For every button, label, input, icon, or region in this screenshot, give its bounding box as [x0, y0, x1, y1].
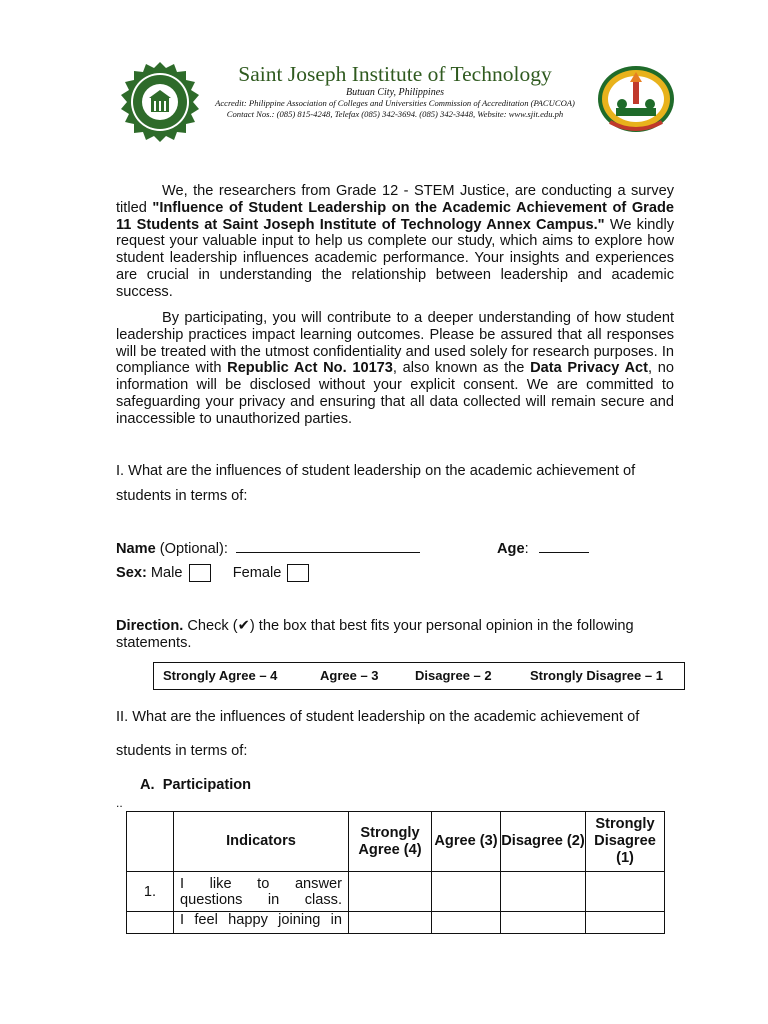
question-1-line-2: students in terms of: [116, 488, 248, 504]
name-label: Name [116, 541, 156, 557]
strongly-agree-header: Strongly Agree (4) [349, 812, 432, 872]
direction-text [116, 618, 674, 652]
table-header-row [127, 812, 665, 872]
rating-cell-strongly-agree[interactable] [349, 872, 432, 912]
male-checkbox[interactable] [189, 564, 211, 582]
name-optional-label: (Optional): [155, 541, 228, 557]
rating-cell-disagree[interactable] [501, 912, 586, 934]
scale-strongly-disagree: Strongly Disagree – 1 [530, 668, 663, 683]
rating-cell-strongly-agree[interactable] [349, 912, 432, 934]
male-label: Male [150, 564, 183, 581]
indicator-cell [174, 912, 349, 934]
female-label: Female [232, 564, 282, 581]
contact-line: Contact Nos.: (085) 815-4248, Telefax (085) 342-3694. (085) 342-3448, Website: www.sjit.edu.ph [226, 109, 564, 119]
school-seal-left [120, 62, 200, 142]
intro-text: We kindly request your valuable input to help us complete our study, which aims to explore how student leadership influences academic performance. Your insights and experiences are crucial in understanding the relationship between leadership and academic success. [116, 216, 674, 300]
participation-table [126, 811, 665, 934]
intro-text: , also known as the [392, 360, 531, 377]
female-checkbox[interactable] [287, 564, 309, 582]
rating-cell-strongly-disagree[interactable] [586, 912, 665, 934]
number-header [127, 812, 174, 872]
school-name: Saint Joseph Institute of Technology [238, 62, 552, 86]
rating-cell-agree[interactable] [432, 912, 501, 934]
act-reference: Data Privacy Act [530, 360, 649, 377]
rating-scale-legend [153, 662, 685, 690]
intro-paragraph-1 [116, 183, 674, 301]
question-2-line-1: II. What are the influences of student leadership on the academic achievement of [116, 709, 640, 725]
intro-text: We, the researchers from Grade 12 - STEM Justice, are conducting a survey titled [116, 183, 674, 216]
scale-disagree: Disagree – 2 [415, 668, 492, 683]
accreditation-line: Accredit: Philippine Association of Colleges and Universities Commission of Accreditation (PACUCOA) [215, 98, 575, 108]
name-input-line[interactable] [236, 538, 420, 553]
table-row [127, 872, 665, 912]
rating-cell-disagree[interactable] [501, 872, 586, 912]
school-seal-right [596, 64, 676, 134]
stray-mark: .. [116, 796, 123, 810]
scale-agree: Agree – 3 [320, 668, 379, 683]
question-1-line-1: I. What are the influences of student leadership on the academic achievement of [116, 463, 636, 479]
rating-cell-strongly-disagree[interactable] [586, 872, 665, 912]
direction-label: Direction. [116, 618, 184, 634]
section-letter: A. [140, 777, 155, 793]
indicators-header: Indicators [174, 812, 349, 872]
table-row [127, 912, 665, 934]
survey-title: "Influence of Student Leadership on the Academic Achievement of Grade 11 Students at Saint Joseph Institute of Technology Annex Campus." [116, 199, 674, 233]
law-reference: Republic Act No. 10173 [227, 360, 393, 377]
school-city: Butuan City, Philippines [345, 87, 445, 98]
age-field-row [497, 538, 617, 557]
sex-field-row [116, 564, 686, 582]
section-heading [140, 777, 710, 793]
indicator-text: I like to answer questions in class. [180, 875, 342, 908]
disagree-header: Disagree (2) [501, 812, 586, 872]
strongly-disagree-header: Strongly Disagree (1) [586, 812, 665, 872]
row-number: 1. [127, 872, 174, 912]
age-colon: : [524, 541, 529, 557]
age-label: Age [497, 541, 525, 557]
scale-strongly-agree: Strongly Agree – 4 [163, 668, 278, 683]
question-2-line-2: students in terms of: [116, 743, 248, 759]
row-number [127, 912, 174, 934]
intro-paragraph-2 [116, 310, 674, 428]
indicator-text: I feel happy joining in [180, 912, 342, 928]
sex-label: Sex: [116, 564, 147, 581]
agree-header: Agree (3) [432, 812, 501, 872]
intro-text: By participating, you will contribute to a deeper understanding of how student leadership practices impact learning outcomes. Please be assured that all responses will be treated with the utmost confidentiality and used solely for research purposes. In compliance with [116, 310, 674, 377]
indicator-cell [174, 872, 349, 912]
direction-body: Check (✔) the box that best fits your personal opinion in the following statements. [116, 618, 634, 651]
age-input-line[interactable] [539, 538, 589, 553]
rating-cell-agree[interactable] [432, 872, 501, 912]
section-title: Participation [162, 777, 252, 793]
intro-text: , no information will be disclosed without your explicit consent. We are committed to safeguarding your privacy and ensuring that all data collected will remain secure and inaccessible to unauthorized parties. [116, 360, 674, 427]
